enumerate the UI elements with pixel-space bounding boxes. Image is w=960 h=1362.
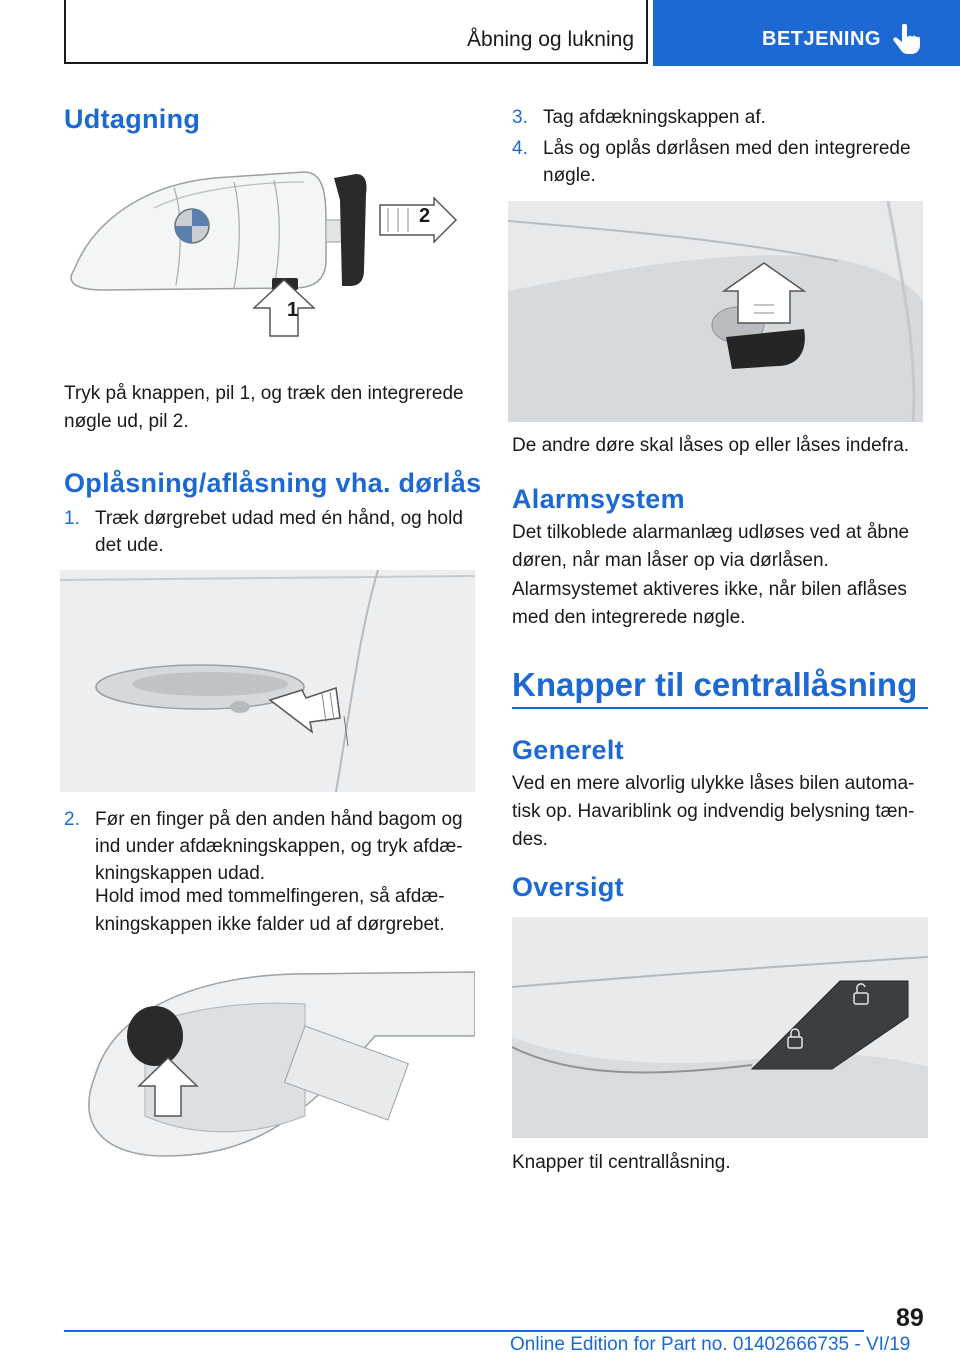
general-paragraph (512, 770, 914, 854)
footer-edition: Online Edition for Part no. 01402666735 - VI/19 (510, 1334, 911, 1355)
text-line: Ved en mere alvorlig ulykke låses bilen automa‐ (512, 773, 915, 794)
step-number: 1. (64, 508, 80, 529)
list-item-step-4 (512, 135, 932, 191)
text-line: kningskappen ikke falder ud af dørgrebet. (95, 914, 445, 935)
text-line: Træk dørgrebet udad med én hånd, og hold (95, 508, 463, 529)
text-line: Tryk på knappen, pil 1, og træk den integrerede (64, 383, 464, 404)
heading-general: Generelt (512, 735, 624, 765)
figure-caption: Knapper til centrallåsning. (512, 1152, 731, 1173)
list-item-step-2 (64, 806, 474, 890)
step-2-note (95, 883, 445, 939)
step-number: 4. (512, 138, 528, 159)
text-line: Før en finger på den anden hånd bagom og (95, 809, 463, 830)
text-line: med den integrerede nøgle. (512, 607, 746, 628)
text-line: ind under afdækningskappen, og tryk afdæ‐ (95, 836, 463, 857)
header-chapter-title: Åbning og lukning (467, 28, 634, 51)
heading-central-locking: Knapper til centrallåsning (512, 666, 918, 703)
figure-handle-cover (75, 966, 475, 1161)
heading-removal: Udtagning (64, 104, 201, 134)
figure-central-locking-buttons (512, 917, 928, 1138)
text-line: Det tilkoblede alarmanlæg udløses ved at åbne (512, 522, 910, 543)
page-number: 89 (896, 1304, 924, 1332)
text-line: Alarmsystemet aktiveres ikke, når bilen aflåses (512, 579, 907, 600)
figure-door-handle-outside (60, 570, 475, 792)
text-line: kningskappen udad. (95, 863, 266, 884)
alarm-paragraph-2 (512, 576, 907, 632)
heading-underline (512, 707, 928, 709)
hand-pointer-icon (893, 24, 921, 56)
text-line: nøgle. (543, 165, 596, 186)
list-item-step-3 (512, 104, 932, 132)
step-number: 2. (64, 809, 80, 830)
list-item-step-1 (64, 505, 474, 561)
text-line: Tag afdækningskappen af. (543, 107, 766, 128)
paragraph-other-doors: De andre døre skal låses op eller låses indefra. (512, 435, 910, 456)
heading-overview: Oversigt (512, 872, 624, 902)
text-line: Hold imod med tommelfingeren, så afdæ‐ (95, 886, 445, 907)
text-line: det ude. (95, 535, 164, 556)
text-line: nøgle ud, pil 2. (64, 411, 189, 432)
figure-label-2: 2 (419, 205, 431, 227)
heading-door-lock: Oplåsning/aflåsning vha. dørlås (64, 468, 482, 498)
alarm-paragraph-1 (512, 519, 909, 575)
footer-rule (64, 1330, 864, 1332)
figure-label-1: 1 (287, 299, 299, 321)
text-line: døren, når man låser op via dørlåsen. (512, 550, 829, 571)
step-number: 3. (512, 107, 528, 128)
figure-key-in-lock (508, 201, 923, 422)
text-line: tisk op. Havariblink og indvendig belysning tæn‐ (512, 801, 915, 822)
figure-key-removal (64, 160, 474, 360)
text-line: Lås og oplås dørlåsen med den integrerede (543, 138, 911, 159)
text-line: des. (512, 829, 548, 850)
heading-alarm: Alarmsystem (512, 484, 685, 514)
header-section-title: BETJENING (762, 28, 881, 50)
paragraph-removal (64, 380, 464, 436)
